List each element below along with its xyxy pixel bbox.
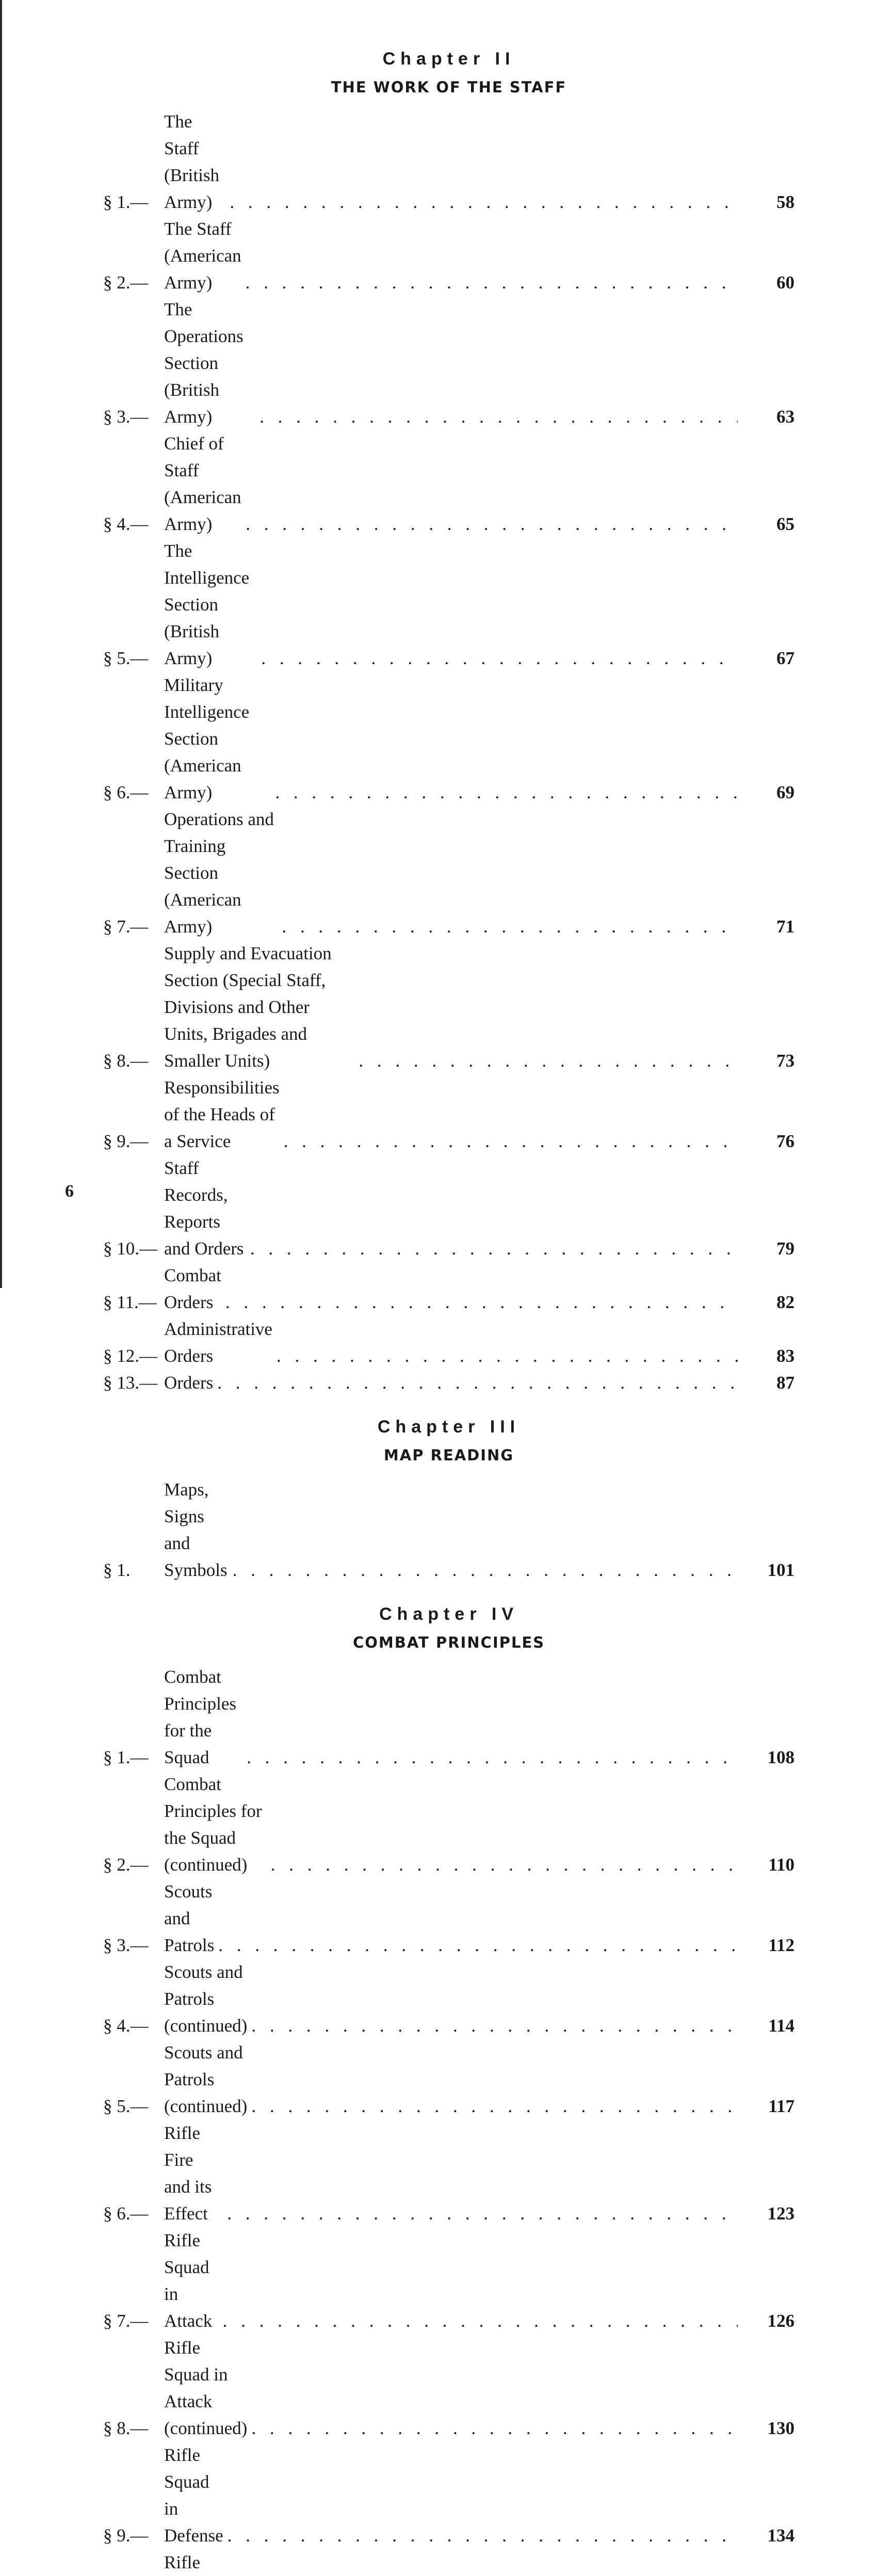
toc-entry — [103, 1959, 795, 2039]
page-ref: 110 — [768, 1855, 795, 1875]
dot-leader — [221, 1289, 738, 1316]
toc-entry — [103, 430, 795, 538]
chapter-label: Chapter IV — [379, 1604, 519, 1624]
toc-entry — [103, 1262, 795, 1316]
entry-title: Scouts and Patrols — [164, 1881, 217, 1955]
section-number: § 5.— — [103, 648, 149, 668]
entry-title: Chief of Staff (American Army) — [164, 433, 245, 534]
section-number: § 5.— — [103, 2096, 149, 2116]
entry-title: The Operations Section (British Army) — [164, 299, 248, 427]
dot-leader — [247, 2415, 738, 2442]
toc-entry — [103, 216, 795, 296]
chapter-label: Chapter III — [377, 1417, 521, 1437]
entry-title: The Staff (American Army) — [164, 219, 245, 293]
entry-title: Operations and Training Section (American Army) — [164, 809, 278, 937]
dot-leader — [223, 2200, 738, 2227]
toc-entry — [103, 1316, 795, 1370]
toc-entry — [103, 2442, 795, 2549]
section-number: § 7.— — [103, 2311, 149, 2331]
toc-entry — [103, 940, 795, 1074]
toc-entry — [103, 1771, 795, 1878]
toc-entry — [103, 1370, 795, 1396]
page-ref: 112 — [768, 1935, 795, 1955]
dot-leader — [229, 1557, 738, 1584]
page-number: 6 — [65, 1182, 74, 1201]
chapter-title: THE WORK OF THE STAFF — [331, 78, 567, 96]
dot-leader — [241, 269, 738, 296]
entry-title: Rifle Squad in Attack — [164, 2230, 214, 2331]
section-number: § 9.— — [103, 2525, 149, 2546]
page-ref: 130 — [767, 2418, 795, 2438]
section-number: § 4.— — [103, 514, 149, 534]
entry-title: Staff Records, Reports and Orders — [164, 1158, 244, 1259]
page-ref: 123 — [767, 2203, 795, 2224]
page-ref: 101 — [767, 1560, 795, 1580]
section-number: § 10.— — [103, 1238, 157, 1259]
dot-leader — [242, 1744, 738, 1771]
page-ref: 63 — [776, 407, 795, 427]
dot-leader — [257, 645, 738, 672]
entry-title: Responsibilities of the Heads of a Service — [164, 1077, 284, 1151]
section-number: § 2.— — [103, 1855, 149, 1875]
dot-leader — [247, 2093, 738, 2120]
entry-title: Administrative Orders — [164, 1319, 277, 1366]
dot-leader — [280, 1128, 738, 1155]
section-number: § 3.— — [103, 407, 149, 427]
section-number: § 12.— — [103, 1346, 157, 1366]
page-ref: 67 — [776, 648, 795, 668]
dot-leader — [278, 913, 738, 940]
toc-entry — [103, 2227, 795, 2335]
toc-entry — [103, 1476, 795, 1584]
dot-leader — [213, 1370, 738, 1396]
dot-leader — [223, 2522, 738, 2549]
entry-title: Combat Principles for the Squad (continued) — [164, 1774, 267, 1875]
entry-title: Orders — [164, 1373, 214, 1393]
section-number: § 1.— — [103, 1747, 149, 1767]
entry-title: Rifle Fire and its Effect — [164, 2123, 217, 2224]
dot-leader — [214, 1932, 738, 1959]
dot-leader — [354, 1048, 738, 1074]
entry-title: Combat Principles for the Squad — [164, 1667, 241, 1767]
entry-title: Combat Orders — [164, 1265, 226, 1312]
page-ref: 134 — [767, 2525, 795, 2546]
toc-entry — [103, 672, 795, 806]
entry-title: Scouts and Patrols (continued) — [164, 2042, 248, 2116]
dot-leader — [271, 779, 738, 806]
toc-entry — [103, 2039, 795, 2120]
dot-leader — [267, 1852, 738, 1878]
entry-list — [103, 108, 795, 1396]
toc-entry — [103, 806, 795, 940]
dot-leader — [247, 2013, 738, 2039]
chapter-label: Chapter II — [382, 49, 515, 69]
section-number: § 3.— — [103, 1935, 149, 1955]
dot-leader — [272, 1343, 738, 1370]
page-edge — [0, 0, 2, 1288]
dot-leader — [241, 511, 738, 538]
entry-list — [103, 1664, 795, 2576]
section-number: § 7.— — [103, 916, 149, 937]
entry-title: Scouts and Patrols (continued) — [164, 1962, 248, 2036]
page-ref: 69 — [776, 782, 795, 802]
page-ref: 79 — [776, 1238, 795, 1259]
entry-title: Supply and Evacuation Section (Special Staff, Divisions and Other Units, Brigades and Smaller Units) — [164, 943, 332, 1071]
section-number: § 1.— — [103, 192, 149, 212]
page-ref: 76 — [776, 1131, 795, 1151]
page-ref: 71 — [776, 916, 795, 937]
dot-leader — [255, 404, 738, 430]
toc-entry — [103, 2549, 795, 2576]
page-ref: 73 — [776, 1051, 795, 1071]
page-ref: 82 — [776, 1292, 795, 1312]
page-ref: 87 — [776, 1373, 795, 1393]
entry-title: The Intelligence Section (British Army) — [164, 541, 254, 668]
page-ref: 60 — [776, 272, 795, 293]
section-number: § 1. — [103, 1560, 131, 1580]
dot-leader — [219, 2308, 738, 2335]
page-ref: 108 — [767, 1747, 795, 1767]
chapter-ii — [103, 49, 795, 1396]
page-ref: 117 — [768, 2096, 795, 2116]
chapter-title: MAP READING — [383, 1446, 514, 1464]
chapter-iii — [103, 1417, 795, 1584]
section-number: § 9.— — [103, 1131, 149, 1151]
section-number: § 2.— — [103, 272, 149, 293]
entry-title: Rifle Squad in Attack (continued) — [164, 2338, 248, 2438]
page-ref: 114 — [768, 2016, 795, 2036]
entry-title: Military Intelligence Section (American Army) — [164, 675, 254, 802]
entry-list — [103, 1476, 795, 1584]
page-ref: 58 — [776, 192, 795, 212]
toc-entry — [103, 1155, 795, 1262]
toc-entry — [103, 1878, 795, 1959]
section-number: § 4.— — [103, 2016, 149, 2036]
dot-leader — [225, 189, 738, 216]
section-number: § 8.— — [103, 1051, 149, 1071]
entry-title: The Staff (British Army) — [164, 111, 223, 212]
dot-leader — [246, 1235, 738, 1262]
section-number: § 11.— — [103, 1292, 157, 1312]
table-of-contents — [103, 49, 795, 2576]
chapter-title: COMBAT PRINCIPLES — [352, 1634, 545, 1651]
toc-entry — [103, 1074, 795, 1155]
section-number: § 8.— — [103, 2418, 149, 2438]
toc-entry — [103, 296, 795, 430]
chapter-iv — [103, 1604, 795, 2576]
toc-entry — [103, 538, 795, 672]
toc-entry — [103, 2335, 795, 2442]
toc-entry — [103, 2120, 795, 2227]
section-number: § 13.— — [103, 1373, 157, 1393]
section-number: § 6.— — [103, 2203, 149, 2224]
page-ref: 65 — [776, 514, 795, 534]
page-ref: 83 — [776, 1346, 795, 1366]
toc-entry — [103, 108, 795, 216]
entry-title: Rifle — [164, 2552, 200, 2572]
toc-entry — [103, 1664, 795, 1771]
entry-title: Rifle Squad in Defense — [164, 2445, 223, 2546]
page-ref: 126 — [767, 2311, 795, 2331]
section-number: § 6.— — [103, 782, 149, 802]
entry-title: Maps, Signs and Symbols — [164, 1479, 228, 1580]
